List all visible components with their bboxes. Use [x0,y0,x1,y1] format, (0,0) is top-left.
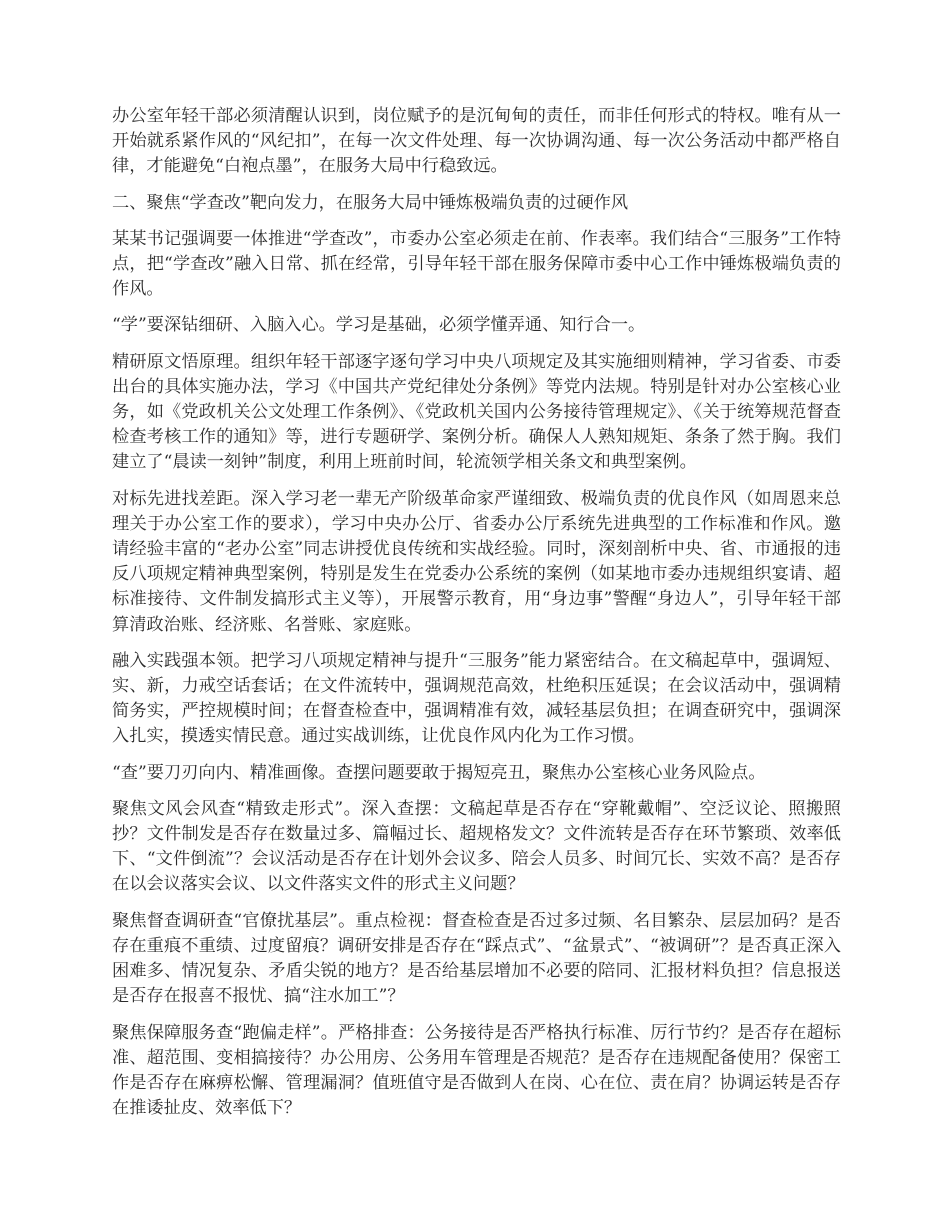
document-text-body [112,104,841,1121]
paragraph-practice-skills: 融入实践强本领。把学习八项规定精神与提升“三服务”能力紧密结合。在文稿起草中，强调短、实、新，力戒空话套话；在文件流转中，强调规范高效，杜绝积压延误；在会议活动中，强调精简务实，严控规模时间；在督查检查中，强调精准有效，减轻基层负担；在调查研究中，强调深入扎实，摸透实情民意。通过实战训练，让优良作风内化为工作习惯。 [112,650,841,747]
paragraph-study-lead: “学”要深钻细研、入脑入心。学习是基础，必须学懂弄通、知行合一。 [112,315,646,336]
paragraph-inspect-service-guarantee: 聚焦保障服务查“跑偏走样”。严格排查：公务接待是否严格执行标准、厉行节约？是否存在超标准、超范围、变相搞接待？办公用房、公务用车管理是否规范？是否存在违规配备使用？保密工作是否存在麻痹松懈、管理漏洞？值班值守是否做到人在岗、心在位、责在肩？协调运转是否存在推诿扯皮、效率低下？ [112,1022,841,1119]
paragraph-intro-discipline: 办公室年轻干部必须清醒认识到，岗位赋予的是沉甸甸的责任，而非任何形式的特权。唯有从一开始就系紧作风的“风纪扣”，在每一次文件处理、每一次协调沟通、每一次公务活动中都严格自律，才能避免“白袍点墨”，在服务大局中行稳致远。 [112,106,841,177]
paragraph-benchmark-gap: 对标先进找差距。深入学习老一辈无产阶级革命家严谨细致、极端负责的优良作风（如周恩来总理关于办公室工作的要求），学习中央办公厅、省委办公厅系统先进典型的工作标准和作风。邀请经验丰富的“老办公室”同志讲授优良传统和实战经验。同时，深刻剖析中央、省、市通报的违反八项规定精神典型案例，特别是发生在党委办公系统的案例（如某地市委办违规组织宴请、超标准接待、文件制发搞形式主义等），开展警示教育，用“身边事”警醒“身边人”，引导年轻干部算清政治账、经济账、名誉账、家庭账。 [112,488,841,635]
section-heading-two: 二、聚焦“学查改”靶向发力，在服务大局中锤炼极端负责的过硬作风 [112,192,629,213]
paragraph-inspect-writing-style: 聚焦文风会风查“精致走形式”。深入查摆：文稿起草是否存在“穿靴戴帽”、空泛议论、照搬照抄？文件制发是否存在数量过多、篇幅过长、超规格发文？文件流转是否存在环节繁琐、效率低下、“文件倒流”？会议活动是否存在计划外会议多、陪会人员多、时间冗长、实效不高？是否存在以会议落实会议、以文件落实文件的形式主义问题？ [112,798,841,895]
paragraph-study-original-text: 精研原文悟原理。组织年轻干部逐字逐句学习中央八项规定及其实施细则精神，学习省委、市委出台的具体实施办法，学习《中国共产党纪律处分条例》等党内法规。特别是针对办公室核心业务，如《党政机关公文处理工作条例》、《党政机关国内公务接待管理规定》、《关于统筹规范督查检查考核工作的通知》等，进行专题研学、案例分析。确保人人熟知规矩、条条了然于胸。我们建立了“晨读一刻钟”制度，利用上班前时间，轮流领学相关条文和典型案例。 [112,351,841,473]
paragraph-secretary-emphasis: 某某书记强调要一体推进“学查改”，市委办公室必须走在前、作表率。我们结合“三服务”工作特点，把“学查改”融入日常、抓在经常，引导年轻干部在服务保障市委中心工作中锤炼极端负责的作风。 [112,228,841,300]
paragraph-inspect-supervision-research: 聚焦督查调研查“官僚扰基层”。重点检视：督查检查是否过多过频、名目繁杂、层层加码？是否存在重痕不重绩、过度留痕？调研安排是否存在“踩点式”、“盆景式”、“被调研”？是否真正深入困难多、情况复杂、矛盾尖锐的地方？是否给基层增加不必要的陪同、汇报材料负担？信息报送是否存在报喜不报忧、搞“注水加工”？ [112,910,841,1007]
paragraph-inspect-lead: “查”要刀刃向内、精准画像。查摆问题要敢于揭短亮丑，聚焦办公室核心业务风险点。 [112,762,766,783]
